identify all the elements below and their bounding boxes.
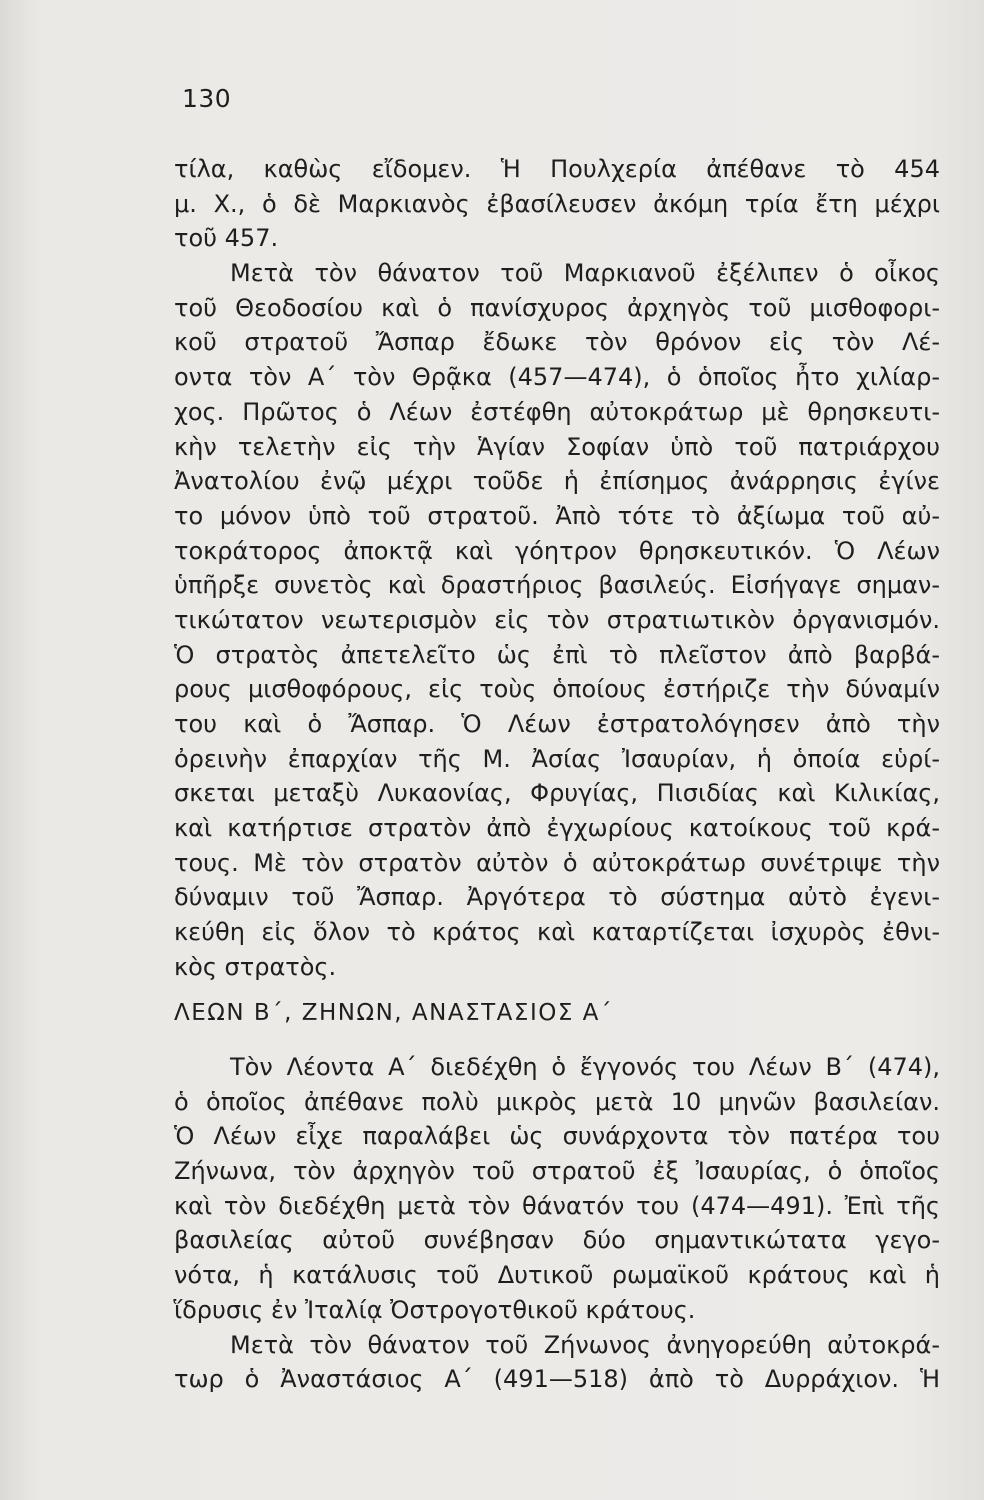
text-line: Μετὰ τὸν θάνατον τοῦ Ζήνωνος ἀνηγορεύθη αὐτοκρά-: [230, 1330, 940, 1359]
text-line: Ὁ Λέων εἶχε παραλάβει ὡς συνάρχοντα τὸν πατέρα του: [174, 1122, 940, 1151]
text-line: τωρ ὁ Ἀναστάσιος Α΄ (491—518) ἀπὸ τὸ Δυρράχιον. Ἡ: [174, 1365, 940, 1394]
text-line: Ὁ στρατὸς ἀπετελεῖτο ὡς ἐπὶ τὸ πλεῖστον ἀπὸ βαρβά-: [174, 640, 940, 669]
text-line: κεύθη εἰς ὅλον τὸ κράτος καὶ καταρτίζεται ἰσχυρὸς ἐθνι-: [174, 918, 940, 947]
text-line: βασιλείας αὐτοῦ συνέβησαν δύο σημαντικώτατα γεγο-: [174, 1226, 940, 1255]
text-line: του καὶ ὁ Ἄσπαρ. Ὁ Λέων ἐστρατολόγησεν ἀπὸ τὴν: [174, 710, 940, 738]
text-line: καὶ τὸν διεδέχθη μετὰ τὸν θάνατόν του (474—491). Ἐπὶ τῆς: [174, 1191, 940, 1220]
text-line: ὁ ὁποῖος ἀπέθανε πολὺ μικρὸς μετὰ 10 μηνῶν βασιλείαν.: [174, 1087, 940, 1116]
text-line: σκεται μεταξὺ Λυκαονίας, Φρυγίας, Πισιδίας καὶ Κιλικίας,: [174, 779, 940, 808]
text-line: κὸς στρατὸς.: [174, 952, 337, 981]
text-line: τοῦ 457.: [174, 224, 279, 253]
text-line: οντα τὸν Α΄ τὸν Θρᾷκα (457—474), ὁ ὁποῖος ἦτο χιλίαρ-: [174, 363, 940, 392]
section-heading: ΛΕΩΝ Β΄, ΖΗΝΩΝ, ΑΝΑΣΤΑΣΙΟΣ Α΄: [174, 1000, 613, 1026]
paragraph-block-1: [174, 152, 940, 985]
text-line: τους. Μὲ τὸν στρατὸν αὐτὸν ὁ αὐτοκράτωρ συνέτριψε τὴν: [174, 848, 940, 877]
text-line: ἵδρυσις ἐν Ἰταλίᾳ Ὀστρογοτθικοῦ κράτους.: [174, 1295, 696, 1324]
text-line: ρους μισθοφόρους, εἰς τοὺς ὁποίους ἐστήριζε τὴν δύναμίν: [174, 675, 940, 704]
text-line: το μόνον ὑπὸ τοῦ στρατοῦ. Ἀπὸ τότε τὸ ἀξίωμα τοῦ αὐ-: [174, 501, 940, 530]
text-line: Τὸν Λέοντα Α΄ διεδέχθη ὁ ἔγγονός του Λέων Β΄ (474),: [230, 1053, 940, 1081]
text-line: χος. Πρῶτος ὁ Λέων ἐστέφθη αὐτοκράτωρ μὲ θρησκευτι-: [174, 397, 940, 426]
text-line: Ζήνωνα, τὸν ἀρχηγὸν τοῦ στρατοῦ ἐξ Ἰσαυρίας, ὁ ὁποῖος: [174, 1157, 940, 1186]
text-line: κὴν τελετὴν εἰς τὴν Ἁγίαν Σοφίαν ὑπὸ τοῦ πατριάρχου: [174, 432, 940, 461]
text-line: τοκράτορος ἀποκτᾷ καὶ γόητρον θρησκευτικόν. Ὁ Λέων: [174, 536, 940, 565]
text-line: καὶ κατήρτισε στρατὸν ἀπὸ ἐγχωρίους κατοίκους τοῦ κρά-: [174, 814, 940, 843]
text-line: μ. Χ., ὁ δὲ Μαρκιανὸς ἐβασίλευσεν ἀκόμη τρία ἔτη μέχρι: [174, 189, 940, 218]
text-line: ὑπῆρξε συνετὸς καὶ δραστήριος βασιλεύς. Εἰσήγαγε σημαν-: [174, 571, 940, 600]
text-line: Ἀνατολίου ἐνῷ μέχρι τοῦδε ἡ ἐπίσημος ἀνάρρησις ἐγίνε: [174, 467, 940, 496]
text-line: Μετὰ τὸν θάνατον τοῦ Μαρκιανοῦ ἐξέλιπεν ὁ οἶκος: [230, 259, 940, 288]
paragraph-block-2: [174, 1050, 940, 1397]
text-line: δύναμιν τοῦ Ἄσπαρ. Ἀργότερα τὸ σύστημα αὐτὸ ἐγενι-: [174, 883, 940, 912]
page-number: 130: [182, 84, 232, 113]
text-line: ὀρεινὴν ἐπαρχίαν τῆς Μ. Ἀσίας Ἰσαυρίαν, ἡ ὁποία εὑρί-: [174, 744, 940, 773]
text-line: κοῦ στρατοῦ Ἄσπαρ ἔδωκε τὸν θρόνον εἰς τὸν Λέ-: [174, 328, 940, 357]
text-line: τίλα, καθὼς εἴδομεν. Ἡ Πουλχερία ἀπέθανε τὸ 454: [174, 155, 940, 183]
text-line: τοῦ Θεοδοσίου καὶ ὁ πανίσχυρος ἀρχηγὸς τοῦ μισθοφορι-: [174, 293, 940, 322]
text-line: νότα, ἡ κατάλυσις τοῦ Δυτικοῦ ρωμαϊκοῦ κράτους καὶ ἡ: [174, 1261, 940, 1290]
text-line: τικώτατον νεωτερισμὸν εἰς τὸν στρατιωτικὸν ὀργανισμόν.: [174, 605, 940, 634]
